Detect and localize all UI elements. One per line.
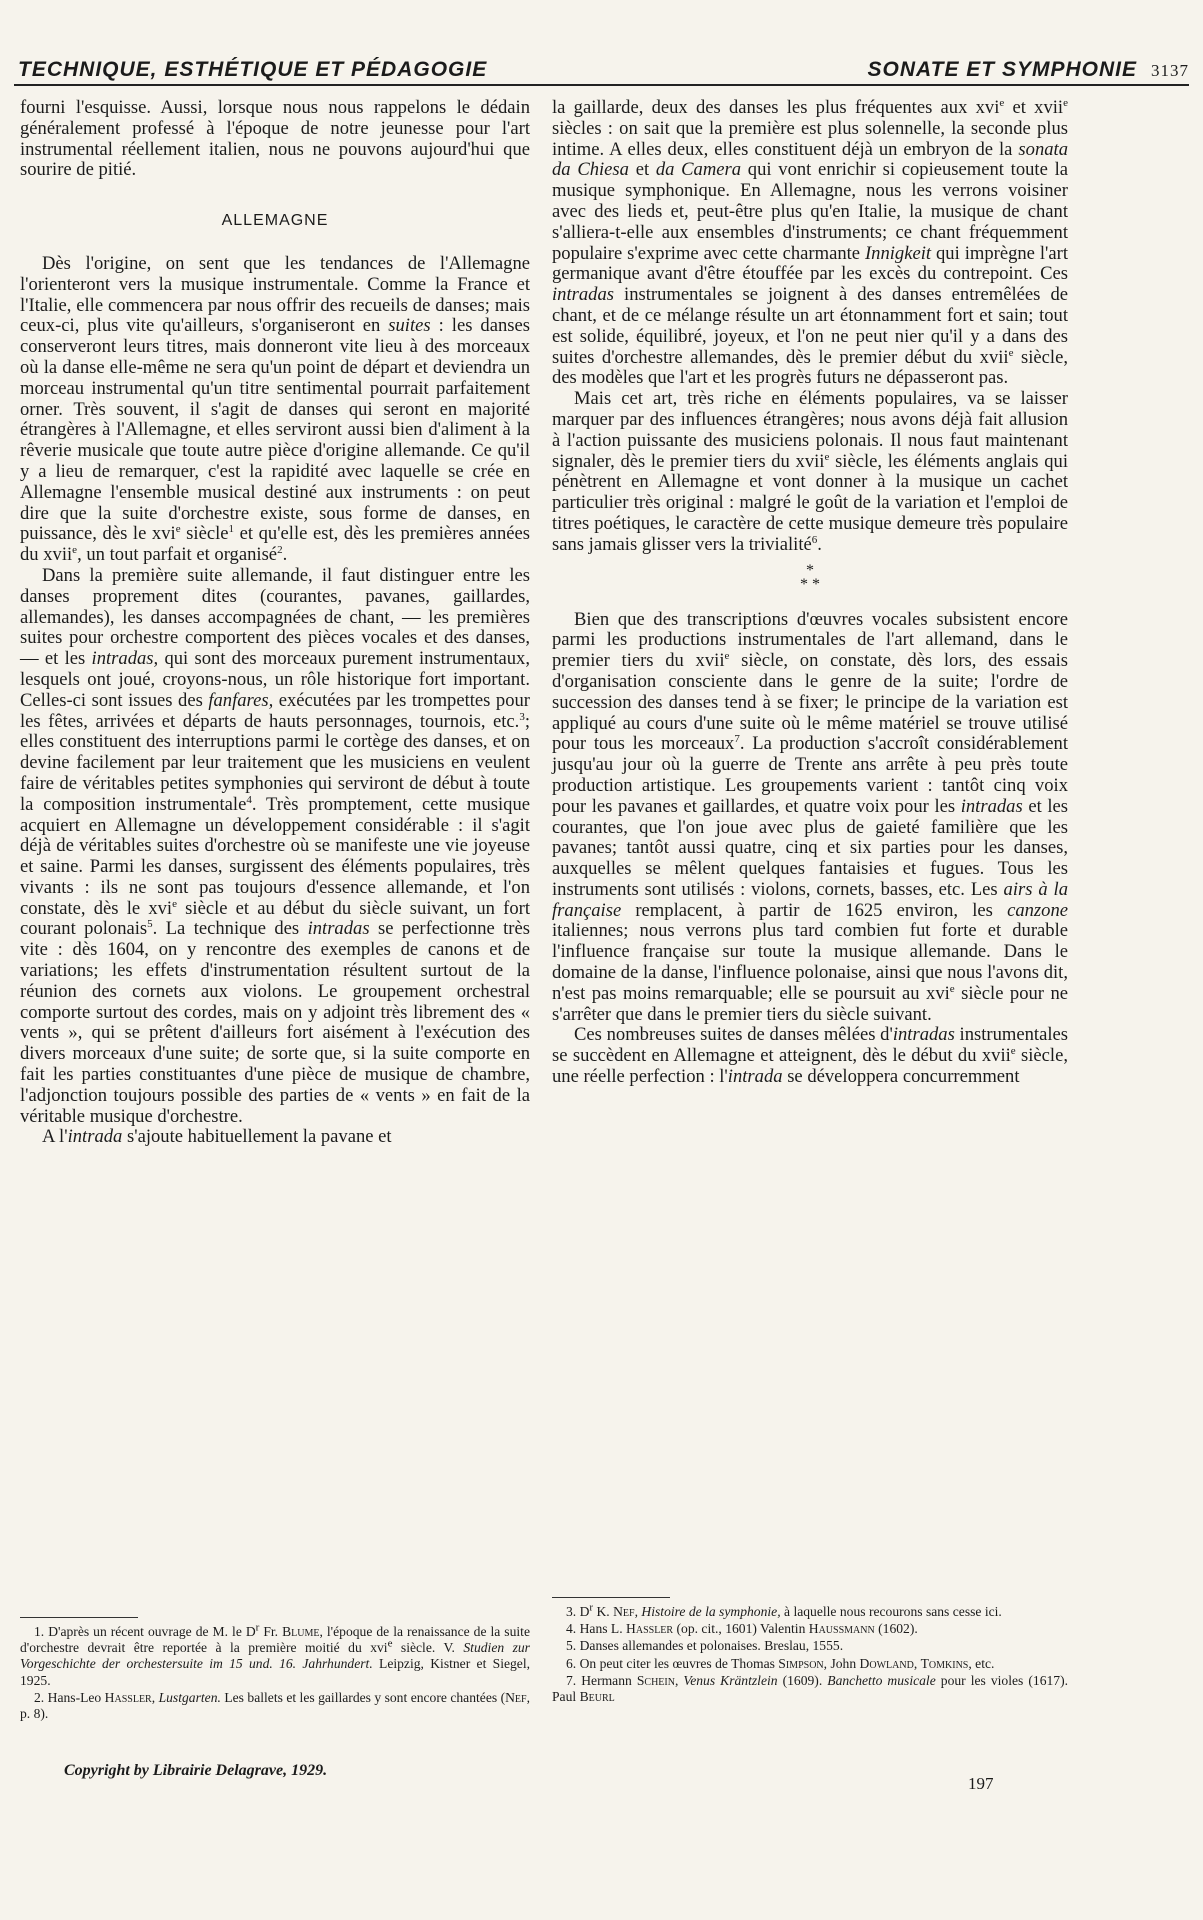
footnote-ref: 6: [811, 533, 818, 546]
footnote: 6. On peut citer les œuvres de Thomas Simpson, John Dowland, Tomkins, etc.: [566, 1655, 995, 1671]
footnote: 4. Hans L. Hassler (op. cit., 1601) Valentin Haussmann (1602).: [566, 1621, 918, 1637]
footnote: 1. D'après un récent ouvrage de M. le $D^r$ Fr. Blume, l'époque de la renaissance de la suite d'orchestre devrait être reportée à la première moitié du xvi$^e$ siècle. V. Studien zur Vorgeschichte der orchestersuite im 15 und. 16. Jahrhundert. Leipzig, Kistner et Siegel, 1925.: [20, 1621, 531, 1688]
footnote-ref: 7: [734, 733, 740, 746]
running-head-right: [868, 58, 1189, 82]
paragraph: la gaillarde, deux des danses les plus fréquentes aux xvi$^e$ et xvii$^e$ siècles : on sait que la première est plus solennelle, la seconde plus intime. A elles deux, elles constituent déjà un embryon de la sonata da Chiesa et da Camera qui vont enrichir si copieusement toute la musique symphonique. En Allemagne, nous les verrons voisiner avec des lieds et, peut-être plus qu'en Italie, la musique de chant s'alliera-t-elle aux ensembles d'instruments; ce chant fréquemment populaire s'exprime avec cette charmante Innigkeit qui imprègne l'art germanique avant d'être étouffée par les excès du contrepoint. Ces intradas instrumentales se joignent à des danses entremêlées de chant, et de ce mélange résulte un art étonnamment fort et sain; tout est solide, équilibré, joyeux, et l'on ne peut nier qu'il y a dans des suites d'orchestre allemandes, dès le premier début du xvii$^e$ siècle, des modèles que l'art et les progrès futurs ne dépasseront pas.: [552, 96, 1068, 389]
footnote-rule-right: [552, 1597, 670, 1598]
running-head-page: 3137: [1151, 61, 1189, 80]
copyright-line: Copyright by Librairie Delagrave, 1929.: [64, 1762, 328, 1779]
footnote: 3. $D^r$ K. Nef, Histoire de la symphonie, à laquelle nous recourons sans cesse ici.: [566, 1601, 1002, 1619]
footnotes-left: [20, 1621, 531, 1723]
footnote-ref: 5: [147, 918, 153, 931]
footnote-ref: 1: [228, 523, 234, 536]
section-heading: ALLEMAGNE: [221, 212, 329, 230]
running-head-left: TECHNIQUE, ESTHÉTIQUE ET PÉDAGOGIE: [18, 58, 488, 81]
running-head: [14, 56, 1189, 86]
paragraph: A l'intrada s'ajoute habituellement la pavane et: [42, 1126, 392, 1148]
section-separator: * * *: [800, 561, 820, 593]
footnote-ref: 3: [519, 710, 525, 723]
paragraph: Dès l'origine, on sent que les tendances de l'Allemagne l'orienteront vers la musique instrumentale. Comme la France et l'Italie, elle commencera par nous offrir des recueils de danses; mais ceux-ci, plus vite qu'ailleurs, s'organiseront en suites : les danses conserveront leurs titres, mais donneront vite lieu à des morceaux où la danse elle-même ne sera qu'un point de départ et deviendra un morceau instrumental qu'un titre sentimental pourrait parfaitement orner. Très souvent, il s'agit de danses qui seront en majorité étrangères à l'Allemagne, et elles serviront aussi bien d'aliment à la rêverie musicale que toute autre pièce d'origine allemande. Ce qu'il y a lieu de remarquer, c'est la rapidité avec laquelle se crée en Allemagne l'ensemble musical destiné aux instruments : on peut dire que la suite d'orchestre existe, sous forme de danses, en puissance, dès le xvi$^e$ siècle$^1$ et qu'elle est, dès les premières années du xvii$^e$, un tout parfait et organisé$^2$.: [20, 252, 530, 566]
footnote-ref: 2: [277, 543, 283, 556]
footnotes-right: [552, 1601, 1069, 1706]
author-signature: Beurl: [579, 1689, 615, 1705]
paragraph: Mais cet art, très riche en éléments populaires, va se laisser marquer par des influences étrangères; nous avons déjà fait allusion à l'action puissante des musiciens polonais. Il nous faut maintenant signaler, dès le premier tiers du xvii$^e$ siècle, les éléments anglais qui pénètrent en Allemagne et vont donner à la musique un cachet particulier très original : malgré le goût de la variation et l'emploi de titres poétiques, le caractère de cette musique demeure très populaire sans jamais glisser vers la trivialité$^6$.: [552, 388, 1068, 555]
paragraph: Dans la première suite allemande, il faut distinguer entre les danses proprement dites (courantes, pavanes, gaillardes, allemandes), les danses accompagnées de chant, — les premières suites pour orchestre comportent des pièces vocales et des danses, — et les intradas, qui sont des morceaux purement instrumentaux, lesquels ont joué, croyons-nous, un rôle historique fort important. Celles-ci sont issues des fanfares, exécutées par les trompettes pour les fêtes, arrivées et départs de hauts personnages, tournois, etc.$^3$; elles constituent des interruptions parmi le cortège des danses, et on devine facilement par leur traitement que les musiciens en veulent faire de véritables petites symphonies qui serviront de début à toute la composition instrumentale$^4$. Très promptement, cette musique acquiert en Allemagne un développement considérable : il s'agit déjà de véritables suites d'orchestre où se manifeste une vie joyeuse et saine. Parmi les danses, surgissent des éléments populaires, très vivants : ils ne sont pas toujours d'essence allemande, et l'on constate, dès le xvi$^e$ siècle et au début du siècle suivant, un fort courant polonais$^5$. La technique des intradas se perfectionne très vite : dès 1604, on y rencontre des exemples de canons et de variations; les effets d'instrumentation résultent surtout de la réunion des cornets aux violons. Le groupement orchestral comporte surtout des cordes, mais on y adjoint très librement des « vents », qui se prêtent d'ailleurs fort aisément à l'exécution des divers morceaux d'une suite; de sorte que, si la suite comporte en fait les parties constituantes d'une pièce de musique de chambre, l'adjonction toujours possible des parties de « vents » en fait de la véritable musique d'orchestre.: [20, 564, 530, 1127]
paragraph: Ces nombreuses suites de danses mêlées d'intradas instrumentales se succèdent en Allemagne et atteignent, dès le début du xvii$^e$ siècle, une réelle perfection : l'intrada se développera concurremment: [552, 1024, 1068, 1088]
footnote: 7. Hermann Schein, Venus Kräntzlein (1609). Banchetto musicale pour les violes (1617). Paul Beurl: [552, 1672, 1069, 1705]
page-number: 197: [968, 1774, 994, 1793]
left-column: [20, 98, 530, 1148]
footnote-ref: 4: [246, 793, 252, 806]
footnote: 2. Hans-Leo Hassler, Lustgarten. Les ballets et les gaillardes y sont encore chantées (Nef, p. 8).: [20, 1689, 531, 1722]
paragraph: Bien que des transcriptions d'œuvres vocales subsistent encore parmi les productions instrumentales de l'art allemand, dans le premier tiers du xvii$^e$ siècle, on constate, dès lors, des essais d'organisation consciente dans le genre de la suite; l'ordre de succession des danses tend à se fixer; le principe de la variation est appliqué au cours d'une suite où le même matériel se trouve utilisé pour tous les morceaux$^7$. La production s'accroît considérablement jusqu'au jour où la guerre de Trente ans arrête à peu près toute production artistique. Les groupements varient : tantôt cinq voix pour les pavanes et gaillardes, et quatre voix pour les intradas et les courantes, que l'on joue avec plus de gaieté familière que les pavanes; tantôt aussi quatre, cinq et six parties pour les danses, auxquelles se mêlent quelques fantaisies et fugues. Tous les instruments sont utilisés : violons, cornets, basses, etc. Les airs à la française remplacent, à partir de 1625 environ, les canzone italiennes; nous verrons plus tard combien fut forte et durable l'influence française sur toute la musique allemande. Dans le domaine de la danse, l'influence polonaise, ainsi que nous l'avons dit, n'est pas moins remarquable; elle se poursuit au xvi$^e$ siècle pour ne s'arrêter que dans le premier tiers du siècle suivant.: [552, 608, 1069, 1025]
footnote-rule-left: [20, 1617, 138, 1618]
right-column: [552, 98, 1068, 1088]
running-head-section: SONATE ET SYMPHONIE: [867, 58, 1137, 81]
footnote: 5. Danses allemandes et polonaises. Breslau, 1555.: [566, 1638, 844, 1654]
paragraph: fourni l'esquisse. Aussi, lorsque nous nous rappelons le dédain généralement professé à l'époque de notre jeunesse pour l'art instrumental réellement italien, nous ne pouvons aujourd'hui que sourire de pitié.: [20, 97, 530, 181]
